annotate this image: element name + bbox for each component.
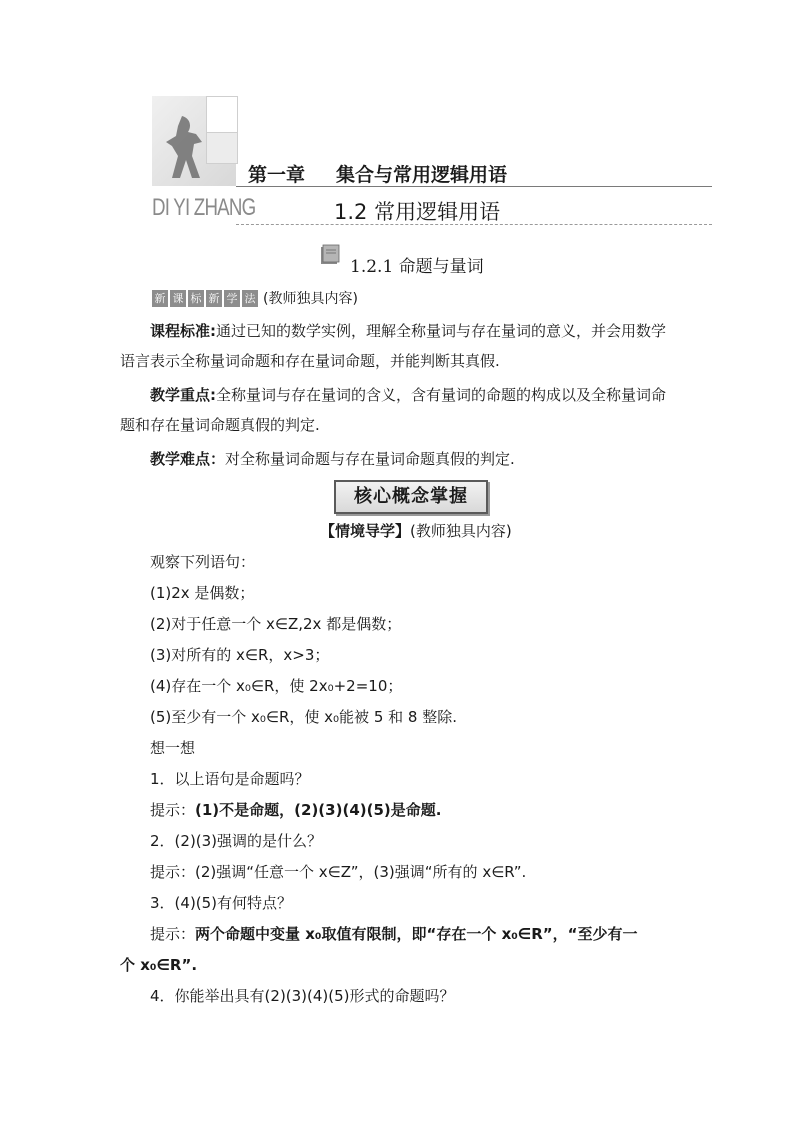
question-3: 3．(4)(5)有何特点？ bbox=[150, 894, 293, 912]
teacher-note: (教师独具内容) bbox=[263, 291, 358, 307]
key-points-paragraph bbox=[120, 380, 680, 440]
header-decoration-square bbox=[206, 132, 238, 164]
guide-heading-label: 【情境导学】 bbox=[320, 522, 411, 540]
section-title: 1.2 常用逻辑用语 bbox=[334, 200, 501, 224]
answer-1 bbox=[150, 800, 441, 820]
answer-1-text: (1)不是命题，(2)(3)(4)(5)是命题. bbox=[195, 801, 442, 819]
key-points-label: 教学重点: bbox=[150, 386, 216, 404]
question-2: 2．(2)(3)强调的是什么？ bbox=[150, 832, 323, 850]
difficulty-text: 对全称量词命题与存在量词命题真假的判定. bbox=[225, 450, 515, 468]
answer-3-text: 两个命题中变量 x₀取值有限制，即“存在一个 x₀∈R”，“至少有一 bbox=[195, 925, 638, 943]
course-standard-paragraph bbox=[120, 316, 680, 376]
answer-3-continued: 个 x₀∈R”. bbox=[120, 956, 198, 974]
tag-chip: 法 bbox=[242, 290, 258, 307]
course-standard-label: 课程标准: bbox=[150, 322, 216, 340]
tag-chip: 学 bbox=[224, 290, 240, 307]
hint-label: 提示： bbox=[150, 801, 196, 819]
answer-2-text: (2)强调“任意一个 x∈Z”，(3)强调“所有的 x∈R”. bbox=[195, 863, 527, 881]
difficulty-paragraph bbox=[120, 444, 680, 474]
chapter-number: 第一章 bbox=[248, 164, 306, 186]
hint-label: 提示： bbox=[150, 863, 196, 881]
tag-chip: 课 bbox=[170, 290, 186, 307]
guide-heading-note: (教师独具内容) bbox=[410, 522, 512, 540]
hint-label: 提示： bbox=[150, 925, 196, 943]
difficulty-label: 教学难点： bbox=[150, 450, 226, 468]
tag-chip: 新 bbox=[206, 290, 222, 307]
key-points-text: 全称量词与存在量词的含义，含有量词的命题的构成以及全称量词命题和存在量词命题真假的判定. bbox=[120, 386, 667, 434]
sentence-1: (1)2x 是偶数； bbox=[150, 584, 255, 602]
answer-2 bbox=[150, 862, 526, 882]
question-4: 4．你能举出具有(2)(3)(4)(5)形式的命题吗？ bbox=[150, 987, 455, 1005]
subsection-title: 1.2.1 命题与量词 bbox=[350, 257, 484, 277]
think-heading: 想一想 bbox=[150, 739, 196, 757]
course-standard-text: 通过已知的数学实例，理解全称量词与存在量词的意义，并会用数学语言表示全称量词命题和存在量词命题，并能判断其真假. bbox=[120, 322, 667, 370]
book-icon bbox=[318, 242, 342, 266]
header-decoration-square bbox=[206, 96, 238, 134]
chapter-title: 集合与常用逻辑用语 bbox=[336, 164, 508, 186]
tag-row bbox=[152, 288, 358, 308]
horse-rider-icon bbox=[162, 112, 210, 182]
observe-intro: 观察下列语句： bbox=[150, 553, 256, 571]
sentence-5: (5)至少有一个 x₀∈R，使 x₀能被 5 和 8 整除. bbox=[150, 708, 457, 726]
sentence-2: (2)对于任意一个 x∈Z,2x 都是偶数； bbox=[150, 615, 402, 633]
sentence-3: (3)对所有的 x∈R，x>3； bbox=[150, 646, 330, 664]
question-1: 1．以上语句是命题吗？ bbox=[150, 770, 310, 788]
chapter-pinyin-label: DI YI ZHANG bbox=[152, 194, 256, 221]
answer-3 bbox=[150, 924, 638, 944]
tag-chip: 标 bbox=[188, 290, 204, 307]
sentence-4: (4)存在一个 x₀∈R，使 2x₀+2=10； bbox=[150, 677, 403, 695]
tag-chip: 新 bbox=[152, 290, 168, 307]
guide-heading bbox=[320, 520, 512, 541]
core-concept-banner: 核心概念掌握 bbox=[334, 480, 488, 514]
